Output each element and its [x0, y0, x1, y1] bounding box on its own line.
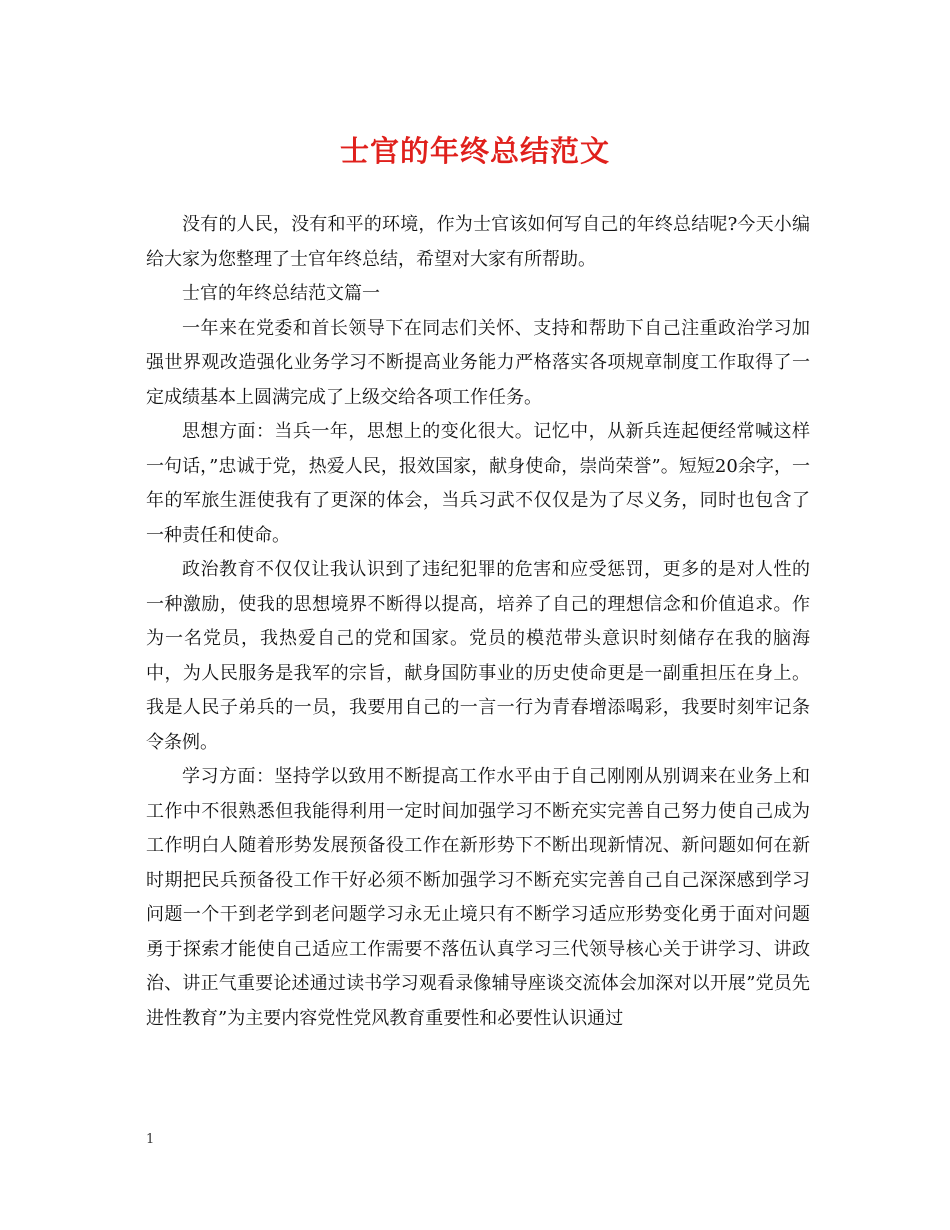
- section-heading: 士官的年终总结范文篇一: [182, 283, 380, 304]
- body-paragraph: 政治教育不仅仅让我认识到了违纪犯罪的危害和应受惩罚，更多的是对人性的一种激励，使我的思想境界不断得以提高，培养了自己的理想信念和价值追求。作为一名党员，我热爱自己的党和国家。党员的模范带头意识时刻储存在我的脑海中，为人民服务是我军的宗旨，献身国防事业的历史使命更是一副重担压在身上。我是人民子弟兵的一员，我要用自己的一言一行为青春增添喝彩，我要时刻牢记条令条例。: [146, 559, 810, 753]
- page-number: 1: [146, 1132, 155, 1147]
- body-paragraph: 学习方面：坚持学以致用不断提高工作水平由于自己刚刚从别调来在业务上和工作中不很熟悉但我能得利用一定时间加强学习不断充实完善自己努力使自己成为工作明白人随着形势发展预备役工作在新形势下不断出现新情况、新问题如何在新时期把民兵预备役工作干好必须不断加强学习不断充实完善自己自己深深感到学习问题一个干到老学到老问题学习永无止境只有不断学习适应形势变化勇于面对问题勇于探索才能使自己适应工作需要不落伍认真学习三代领导核心关于讲学习、讲政治、讲正气重要论述通过读书学习观看录像辅导座谈交流体会加深对以开展”党员先进性教育”为主要内容党性党风教育重要性和必要性认识通过: [146, 766, 810, 1029]
- body-paragraph: 一年来在党委和首长领导下在同志们关怀、支持和帮助下自己注重政治学习加强世界观改造强化业务学习不断提高业务能力严格落实各项规章制度工作取得了一定成绩基本上圆满完成了上级交给各项工作任务。: [146, 317, 810, 408]
- document-body: [146, 208, 810, 1036]
- body-paragraph: 思想方面：当兵一年，思想上的变化很大。记忆中，从新兵连起便经常喊这样一句话，”忠诚于党，热爱人民，报效国家，献身使命，崇尚荣誉”。短短20余字，一年的军旅生涯使我有了更深的体会，当兵习武不仅仅是为了尽义务，同时也包含了一种责任和使命。: [146, 421, 810, 546]
- document-title: 士官的年终总结范文: [339, 134, 610, 168]
- intro-paragraph: 没有的人民，没有和平的环境，作为士官该如何写自己的年终总结呢?今天小编给大家为您整理了士官年终总结，希望对大家有所帮助。: [146, 214, 810, 270]
